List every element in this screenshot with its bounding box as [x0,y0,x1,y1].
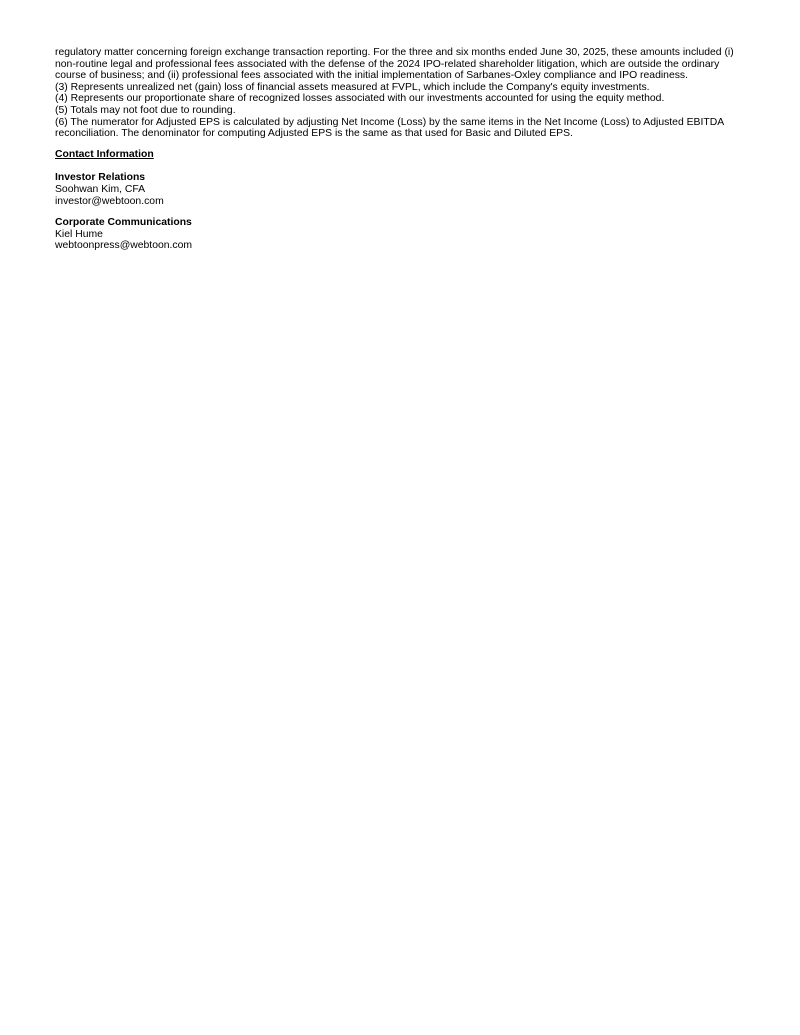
document-body [55,47,745,252]
corporate-communications-title: Corporate Communications [55,217,192,229]
footnote-continuation: regulatory matter concerning foreign exchange transaction reporting. For the three and six months ended June 30, 2025, these amounts included (i) non-routine legal and professional fees associated with the defense of the 2024 IPO-related shareholder litigation, which are outside the ordinary course of business; and (ii) professional fees associated with the initial implementation of Sarbanes-Oxley compliance and IPO readiness. [55,47,734,82]
footnote-3: (3) Represents unrealized net (gain) loss of financial assets measured at FVPL, which include the Company's equity investments. [55,81,650,93]
contact-information-heading: Contact Information [55,148,154,160]
footnotes [55,47,745,140]
footnote-5: (5) Totals may not foot due to rounding. [55,104,236,116]
investor-relations-name: Soohwan Kim, CFA [55,183,146,195]
footnote-6: (6) The numerator for Adjusted EPS is calculated by adjusting Net Income (Loss) by the same items in the Net Income (Loss) to Adjusted EBITDA reconciliation. The denominator for computing Adjusted EPS is the same as that used for Basic and Diluted EPS. [55,116,724,140]
investor-relations-email[interactable]: investor@webtoon.com [55,195,164,207]
corporate-communications-email[interactable]: webtoonpress@webtoon.com [55,240,193,252]
investor-relations-contact [55,172,745,207]
corporate-communications-contact [55,217,745,252]
investor-relations-title: Investor Relations [55,172,146,184]
footnote-4: (4) Represents our proportionate share of recognized losses associated with our investments accounted for using the equity method. [55,93,665,105]
corporate-communications-name: Kiel Hume [55,228,103,240]
